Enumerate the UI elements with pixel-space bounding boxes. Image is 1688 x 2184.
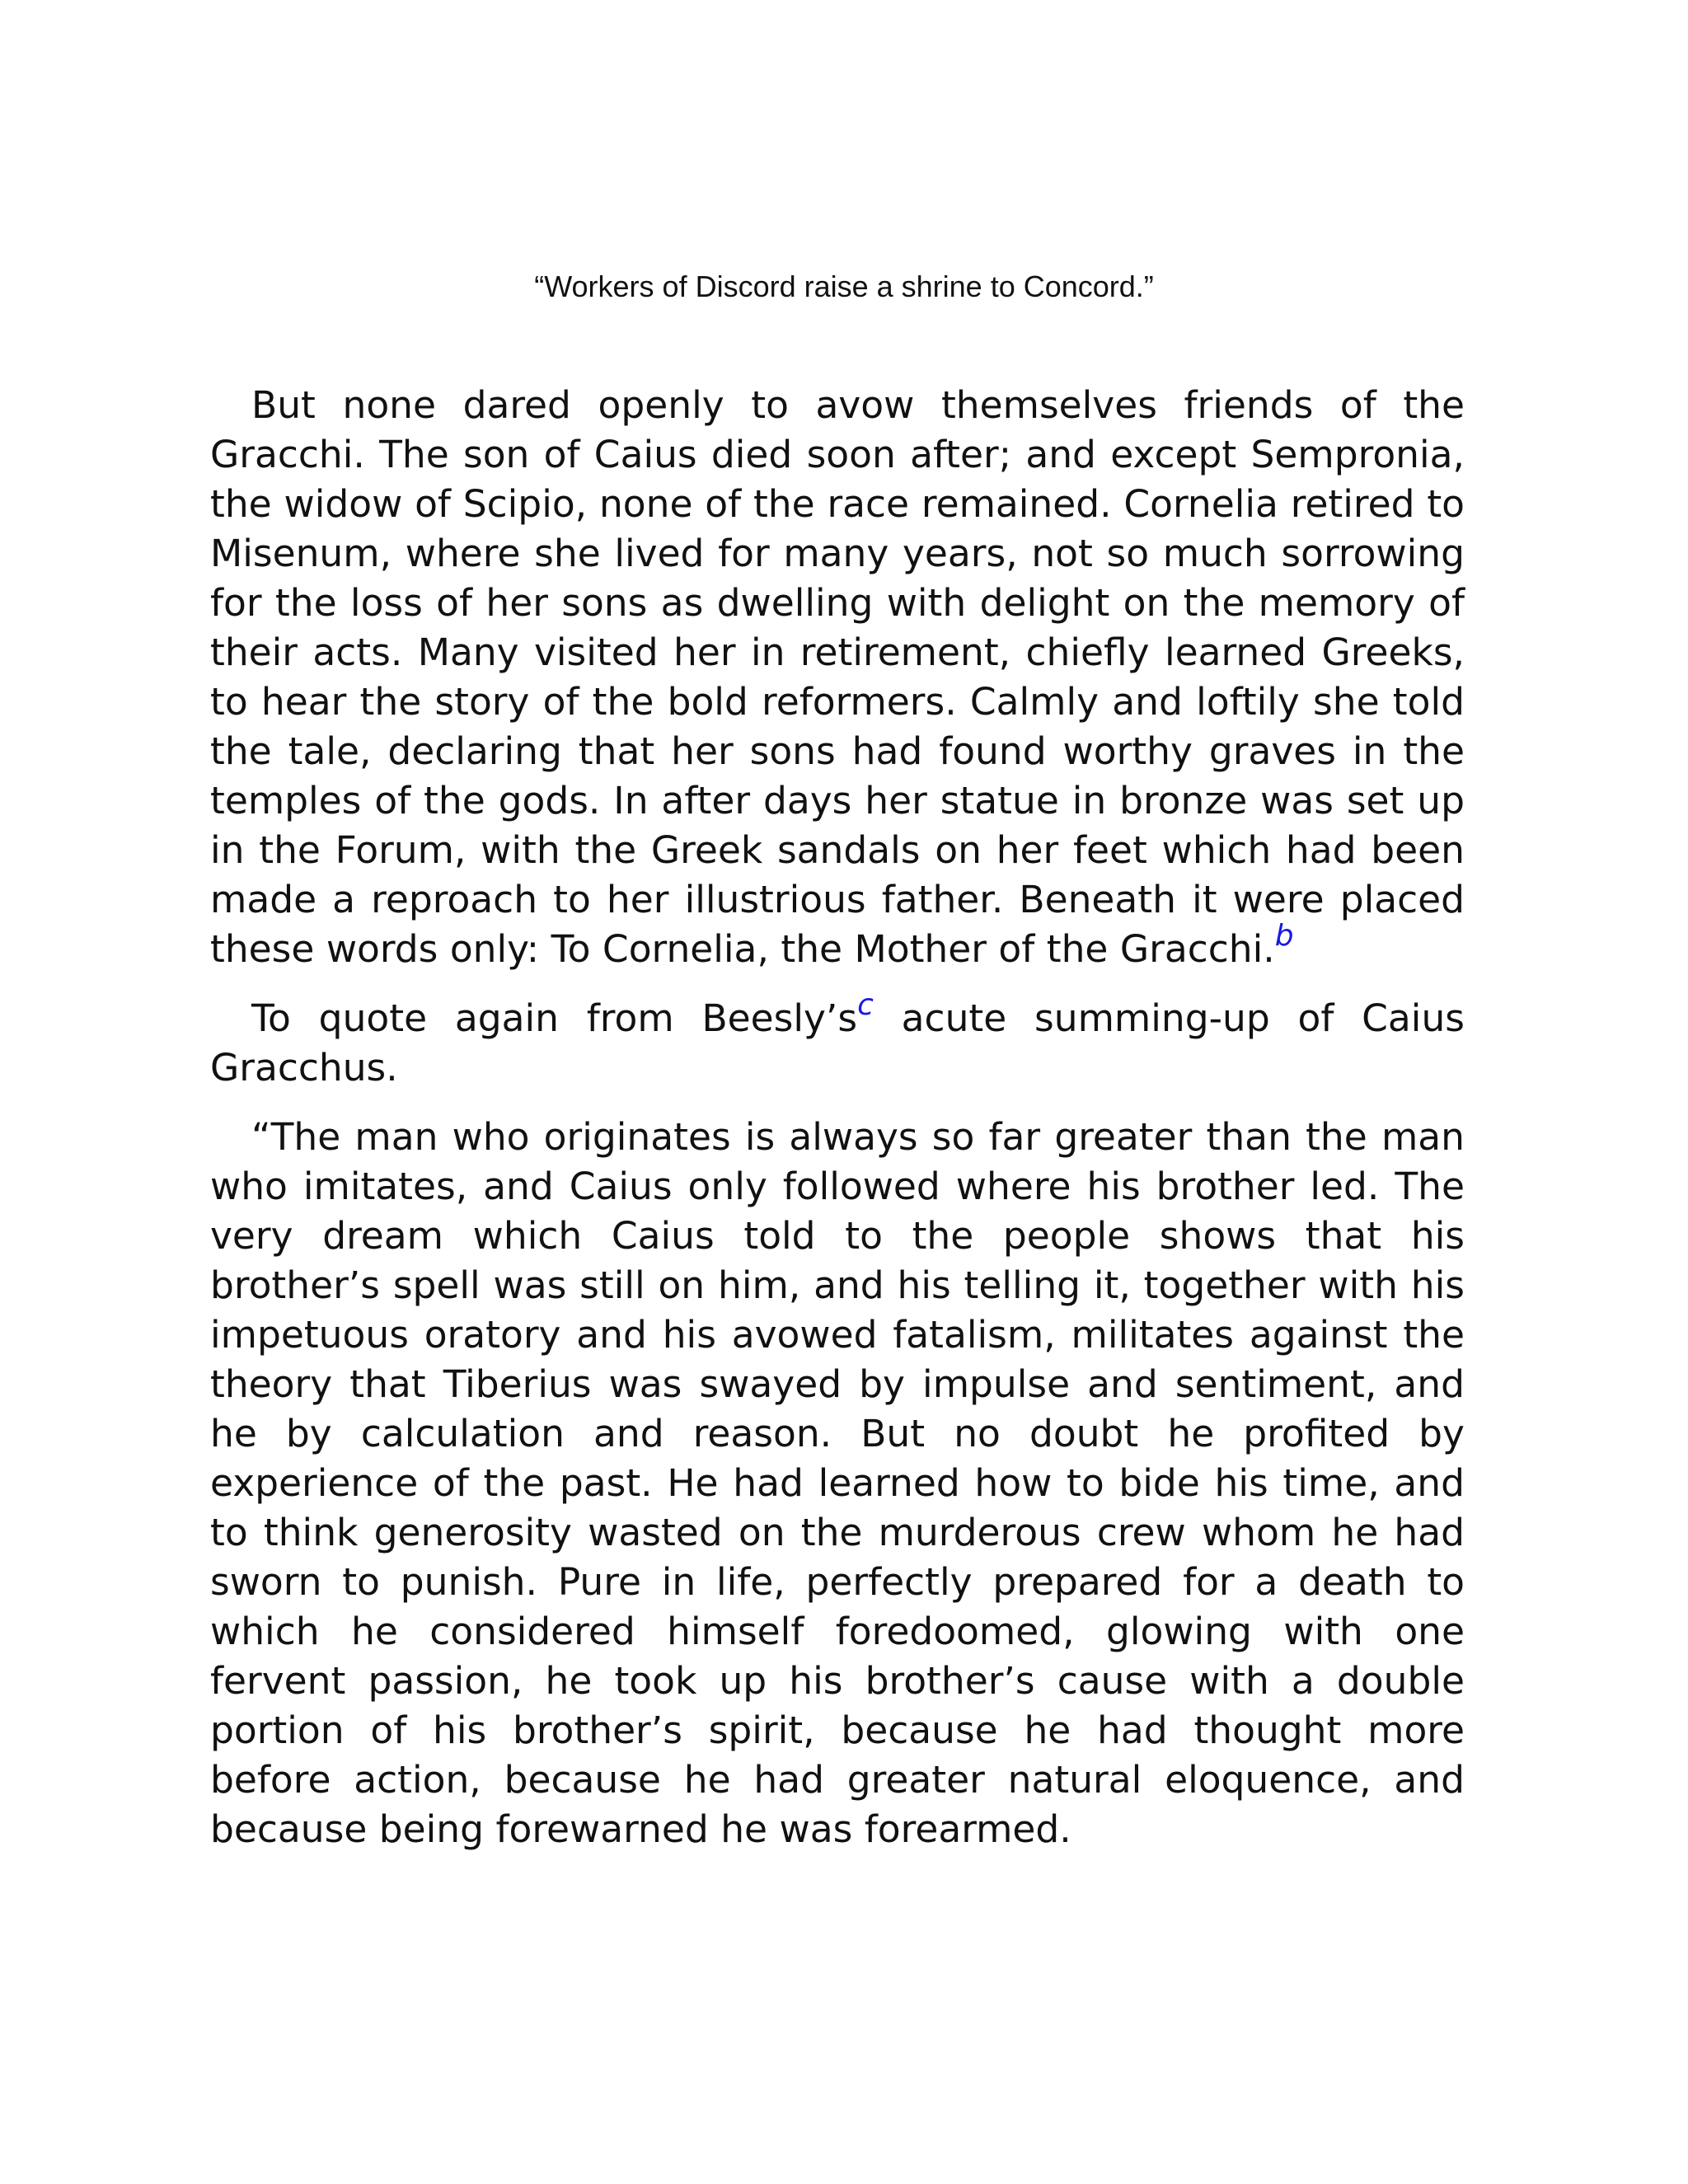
paragraph-beesly-intro: [210, 988, 1465, 1093]
epigraph-quote: “Workers of Discord raise a shrine to Concord.”: [534, 269, 1154, 303]
paragraph-text: acute summing-up of Caius Gracchus.: [210, 996, 1465, 1090]
paragraph-text: “The man who originates is always so far greater than the man who imitates, and Caius only followed where his brother led. The very dream which Caius told to the people shows that his brother’s spell was still on him, and his telling it, together with his impetuous oratory and his avowed fatalism, militates against the theory that Tiberius was swayed by impulse and sentiment, and he by calculation and reason. But no doubt he profited by experience of the past. He had learned how to bide his time, and to think generosity wasted on the murderous crew whom he had sworn to punish. Pure in life, perfectly prepared for a death to which he considered himself foredoomed, glowing with one fervent passion, he took up his brother’s cause with a double portion of his brother’s spirit, because he had thought more before action, because he had greater natural eloquence, and because being forewarned he was forearmed.: [210, 1115, 1465, 1851]
footnote-ref-b[interactable]: b: [1274, 919, 1294, 954]
body-text: [210, 381, 1465, 1854]
footnote-ref-c[interactable]: c: [857, 988, 874, 1023]
paragraph-cornelia: [210, 381, 1465, 974]
paragraph-text: To quote again from Beesly’s: [251, 996, 858, 1040]
paragraph-text: But none dared openly to avow themselves friends of the Gracchi. The son of Caius died soon after; and except Sempronia, the widow of Scipio, none of the race remained. Cornelia retired to Misenum, where she lived for many years, not so much sorrowing for the loss of her sons as dwelling with delight on the memory of their acts. Many visited her in retirement, chiefly learned Greeks, to hear the story of the bold reformers. Calmly and loftily she told the tale, declaring that her sons had found worthy graves in the temples of the gods. In after days her statue in bronze was set up in the Forum, with the Greek sandals on her feet which had been made a reproach to her illustrious father. Beneath it were placed these words only: To Cornelia, the Mother of the Gracchi.: [210, 383, 1465, 971]
paragraph-beesly-quote: [210, 1113, 1465, 1854]
